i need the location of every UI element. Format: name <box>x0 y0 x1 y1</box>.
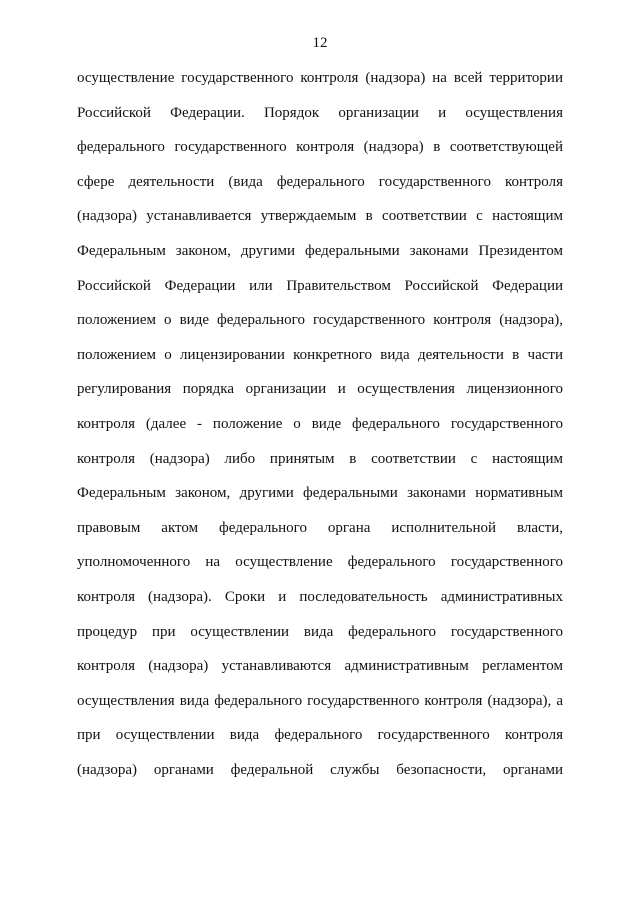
text-line: контроля (надзора) устанавливаются административным регламентом <box>77 658 563 675</box>
text-line: Федеральным законом, другими федеральными законами нормативным <box>77 485 563 502</box>
text-line: контроля (надзора) либо принятым в соответствии с настоящим <box>77 450 563 467</box>
text-line: правовым актом федерального органа исполнительной власти, <box>77 519 563 536</box>
text-line: уполномоченного на осуществление федерального государственного <box>77 554 563 571</box>
text-line: (надзора) устанавливается утверждаемым в соответствии с настоящим <box>77 208 563 225</box>
page-number: 12 <box>312 35 328 51</box>
text-line: процедур при осуществлении вида федерального государственного <box>77 623 563 640</box>
text-line: Российской Федерации. Порядок организации и осуществления <box>77 104 563 121</box>
text-line: положением о лицензировании конкретного вида деятельности в части <box>77 346 563 363</box>
text-line: осуществления вида федерального государственного контроля (надзора), а <box>77 692 563 709</box>
text-line: регулирования порядка организации и осуществления лицензионного <box>77 381 563 398</box>
text-line: положением о виде федерального государственного контроля (надзора), <box>77 312 563 329</box>
text-line: сфере деятельности (вида федерального государственного контроля <box>77 173 563 190</box>
text-line: при осуществлении вида федерального государственного контроля <box>77 727 563 744</box>
text-line: осуществление государственного контроля (надзора) на всей территории <box>77 70 563 86</box>
text-line: Федеральным законом, другими федеральными законами Президентом <box>77 242 563 259</box>
text-line: федерального государственного контроля (надзора) в соответствующей <box>77 139 563 156</box>
text-line: Российской Федерации или Правительством Российской Федерации <box>77 277 563 294</box>
text-line: контроля (далее - положение о виде федерального государственного <box>77 415 563 432</box>
text-line: контроля (надзора). Сроки и последовательность административных <box>77 588 563 605</box>
text-line: (надзора) органами федеральной службы безопасности, органами <box>77 761 563 778</box>
body-text <box>77 68 563 794</box>
